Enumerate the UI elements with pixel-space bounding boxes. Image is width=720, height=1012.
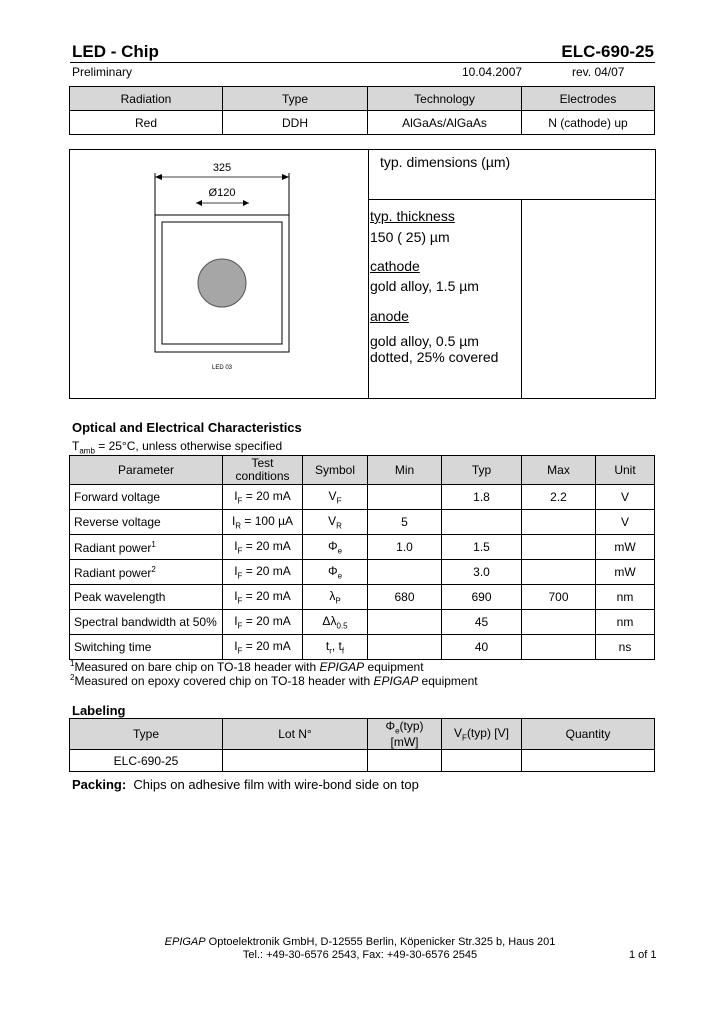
col-header-symbol: Symbol — [303, 456, 368, 485]
row-symbol — [303, 635, 368, 660]
col-header-max: Max — [522, 456, 596, 485]
symbol-main: Φ — [327, 563, 338, 578]
row-typ: 690 — [442, 585, 522, 610]
condition-sub: R — [235, 521, 242, 531]
summary-electrodes-value: N (cathode) up — [522, 111, 655, 135]
row-unit: mW — [596, 560, 655, 585]
row-max — [522, 635, 596, 660]
row-max — [522, 510, 596, 535]
label-row-type: ELC-690-25 — [70, 750, 223, 772]
row-test-condition — [223, 535, 303, 560]
dimensions-divider — [368, 149, 369, 398]
parameter-name: Switching time — [74, 640, 152, 654]
row-symbol — [303, 560, 368, 585]
row-min — [368, 635, 442, 660]
summary-header-type: Type — [223, 87, 368, 111]
vf-sub: F — [462, 733, 467, 743]
cathode-value: gold alloy, 1.5 µm — [370, 278, 479, 294]
row-parameter — [70, 610, 223, 635]
row-symbol — [303, 485, 368, 510]
symbol-sub: r — [329, 646, 332, 656]
condition-rest: = 20 mA — [242, 563, 291, 578]
optical-section-title: Optical and Electrical Characteristics — [72, 420, 302, 435]
footnote-1-brand: EPIGAP — [319, 660, 365, 674]
row-max: 700 — [522, 585, 596, 610]
parameter-name: Radiant power — [74, 565, 152, 580]
symbol-sub: 0.5 — [336, 621, 348, 631]
col-header-parameter: Parameter — [70, 456, 223, 485]
anode-value-1: gold alloy, 0.5 µm — [370, 333, 479, 349]
row-symbol — [303, 510, 368, 535]
packing-label: Packing: — [72, 777, 127, 792]
condition-sub: F — [237, 621, 243, 631]
part-number-title: ELC-690-25 — [561, 42, 654, 61]
label-header-lot: Lot N° — [223, 719, 368, 750]
characteristics-row — [70, 485, 655, 510]
revision-text: rev. 04/07 — [572, 65, 625, 79]
condition-main: I — [234, 588, 238, 603]
row-test-condition — [223, 485, 303, 510]
characteristics-table — [69, 455, 655, 660]
parameter-footnote: 2 — [151, 564, 156, 574]
condition-main: I — [231, 513, 236, 528]
row-test-condition — [223, 585, 303, 610]
row-max — [522, 535, 596, 560]
parameter-footnote: 1 — [151, 539, 156, 549]
summary-radiation-value: Red — [70, 111, 223, 135]
summary-table — [69, 86, 655, 135]
condition-main: I — [234, 638, 238, 653]
diameter-arrow-right — [243, 200, 249, 206]
dimensions-vline — [521, 199, 522, 398]
symbol-sub: e — [337, 546, 343, 556]
condition-main: I — [234, 613, 238, 628]
cond-prefix: T — [72, 439, 80, 453]
row-typ: 3.0 — [442, 560, 522, 585]
row-parameter — [70, 510, 223, 535]
thickness-label: typ. thickness — [370, 208, 455, 224]
thickness-value: 150 ( 25) µm — [370, 229, 450, 245]
symbol-second-sub: f — [341, 646, 345, 656]
summary-type-value: DDH — [223, 111, 368, 135]
row-parameter — [70, 560, 223, 585]
dimensions-hline — [368, 199, 655, 200]
symbol-main: V — [328, 513, 337, 528]
phi-sub: e — [395, 726, 400, 736]
width-label: 325 — [212, 162, 232, 174]
row-test-condition — [223, 510, 303, 535]
condition-sub: F — [237, 496, 243, 506]
footnote-1 — [70, 659, 424, 674]
footnote-2-end: equipment — [418, 674, 478, 688]
row-max — [522, 610, 596, 635]
footer-address-text: Optoelektronik GmbH, D-12555 Berlin, Köpenicker Str.325 b, Haus 201 — [205, 936, 556, 948]
row-typ: 1.8 — [442, 485, 522, 510]
parameter-name: Peak wavelength — [74, 590, 166, 604]
summary-technology-value: AlGaAs/AlGaAs — [368, 111, 522, 135]
col-header-unit: Unit — [596, 456, 655, 485]
optical-condition — [72, 439, 282, 455]
characteristics-row — [70, 535, 655, 560]
row-max — [522, 560, 596, 585]
row-symbol — [303, 535, 368, 560]
packing-line — [72, 777, 419, 792]
characteristics-row — [70, 610, 655, 635]
row-test-condition — [223, 635, 303, 660]
parameter-name: Radiant power — [74, 540, 152, 555]
row-min: 5 — [368, 510, 442, 535]
characteristics-row — [70, 585, 655, 610]
row-symbol — [303, 610, 368, 635]
vf-rest: (typ) [V] — [466, 726, 509, 740]
row-parameter — [70, 585, 223, 610]
phi-rest: (typ) [mW] — [390, 719, 424, 750]
footnote-2-num: 2 — [70, 673, 75, 682]
dimensions-title: typ. dimensions (µm) — [380, 154, 511, 170]
condition-sub: F — [237, 596, 243, 606]
condition-main: I — [234, 563, 238, 578]
condition-main: I — [234, 538, 238, 553]
page-number: 1 of 1 — [629, 949, 657, 961]
row-min: 680 — [368, 585, 442, 610]
cond-sub: amb — [79, 446, 95, 456]
row-unit: nm — [596, 585, 655, 610]
condition-rest: = 20 mA — [242, 588, 291, 603]
condition-main: I — [234, 488, 238, 503]
row-parameter — [70, 485, 223, 510]
summary-header-electrodes: Electrodes — [522, 87, 655, 111]
anode-value-2: dotted, 25% covered — [370, 349, 499, 365]
footnote-2-text: Measured on epoxy covered chip on TO-18 header with — [74, 674, 374, 688]
label-row-phi — [368, 750, 442, 772]
characteristics-row — [70, 560, 655, 585]
row-unit: nm — [596, 610, 655, 635]
header-rule — [70, 62, 655, 63]
bond-pad-dot — [198, 259, 246, 307]
condition-rest: = 100 µA — [241, 513, 294, 528]
condition-sub: F — [237, 571, 243, 581]
label-header-type: Type — [70, 719, 223, 750]
row-unit: mW — [596, 535, 655, 560]
col-header-test-conditions — [223, 456, 303, 485]
row-min — [368, 485, 442, 510]
packing-text: Chips on adhesive film with wire-bond side on top — [133, 777, 419, 792]
chip-drawing — [140, 155, 320, 385]
footnote-2-brand: EPIGAP — [373, 674, 419, 688]
condition-sub: F — [237, 546, 243, 556]
row-min — [368, 610, 442, 635]
condition-rest: = 20 mA — [242, 538, 291, 553]
condition-rest: = 20 mA — [242, 613, 291, 628]
footnote-1-text: Measured on bare chip on TO-18 header with — [74, 660, 320, 674]
page-title: LED - Chip — [72, 42, 159, 61]
symbol-main: V — [328, 488, 337, 503]
row-typ: 40 — [442, 635, 522, 660]
test-header-line2: conditions — [235, 469, 290, 483]
parameter-name: Spectral bandwidth at 50% — [74, 615, 217, 629]
parameter-name: Reverse voltage — [74, 515, 161, 529]
labeling-table — [69, 718, 655, 772]
symbol-second: , t — [331, 638, 342, 653]
row-test-condition — [223, 560, 303, 585]
row-min — [368, 560, 442, 585]
symbol-sub: R — [336, 521, 342, 531]
footer-address — [0, 936, 720, 948]
test-header-line1: Test — [251, 456, 274, 470]
footer-brand: EPIGAP — [164, 936, 206, 948]
symbol-main: Δλ — [322, 613, 337, 628]
row-test-condition — [223, 610, 303, 635]
diameter-arrow-left — [196, 200, 202, 206]
symbol-main: t — [325, 638, 330, 653]
label-header-phi — [368, 719, 442, 750]
vf-main: V — [454, 726, 463, 740]
col-header-typ: Typ — [442, 456, 522, 485]
date-text: 10.04.2007 — [462, 65, 523, 79]
label-row-lot — [223, 750, 368, 772]
anode-label: anode — [370, 308, 409, 324]
summary-header-technology: Technology — [368, 87, 522, 111]
footnote-1-num: 1 — [70, 659, 75, 668]
parameter-name: Forward voltage — [74, 490, 161, 504]
drawing-caption: LED 03 — [211, 365, 233, 371]
row-typ — [442, 510, 522, 535]
width-arrow-right — [282, 174, 289, 180]
row-unit: V — [596, 485, 655, 510]
symbol-sub: P — [335, 596, 341, 606]
footnote-2 — [70, 673, 478, 688]
condition-rest: = 20 mA — [242, 638, 291, 653]
cond-rest: = 25°C, unless otherwise specified — [94, 439, 283, 453]
characteristics-row — [70, 510, 655, 535]
row-parameter — [70, 635, 223, 660]
row-unit: ns — [596, 635, 655, 660]
symbol-sub: F — [336, 496, 342, 506]
diameter-label: Ø120 — [208, 187, 236, 199]
row-max: 2.2 — [522, 485, 596, 510]
cathode-label: cathode — [370, 258, 420, 274]
symbol-main: λ — [329, 588, 336, 603]
labeling-section-title: Labeling — [72, 703, 126, 718]
row-unit: V — [596, 510, 655, 535]
row-typ: 1.5 — [442, 535, 522, 560]
condition-sub: F — [237, 646, 243, 656]
phi-main: Φ — [385, 719, 396, 733]
characteristics-row — [70, 635, 655, 660]
width-arrow-left — [155, 174, 162, 180]
symbol-main: Φ — [327, 538, 338, 553]
summary-header-radiation: Radiation — [70, 87, 223, 111]
row-min: 1.0 — [368, 535, 442, 560]
row-parameter — [70, 535, 223, 560]
status-text: Preliminary — [72, 65, 133, 79]
col-header-min: Min — [368, 456, 442, 485]
label-row-vf — [442, 750, 522, 772]
footer-contact: Tel.: +49-30-6576 2543, Fax: +49-30-6576 2545 — [242, 949, 478, 961]
condition-rest: = 20 mA — [242, 488, 291, 503]
row-symbol — [303, 585, 368, 610]
label-header-quantity: Quantity — [522, 719, 655, 750]
label-row-quantity — [522, 750, 655, 772]
label-header-vf — [442, 719, 522, 750]
symbol-sub: e — [337, 571, 343, 581]
footnote-1-end: equipment — [364, 660, 424, 674]
row-typ: 45 — [442, 610, 522, 635]
